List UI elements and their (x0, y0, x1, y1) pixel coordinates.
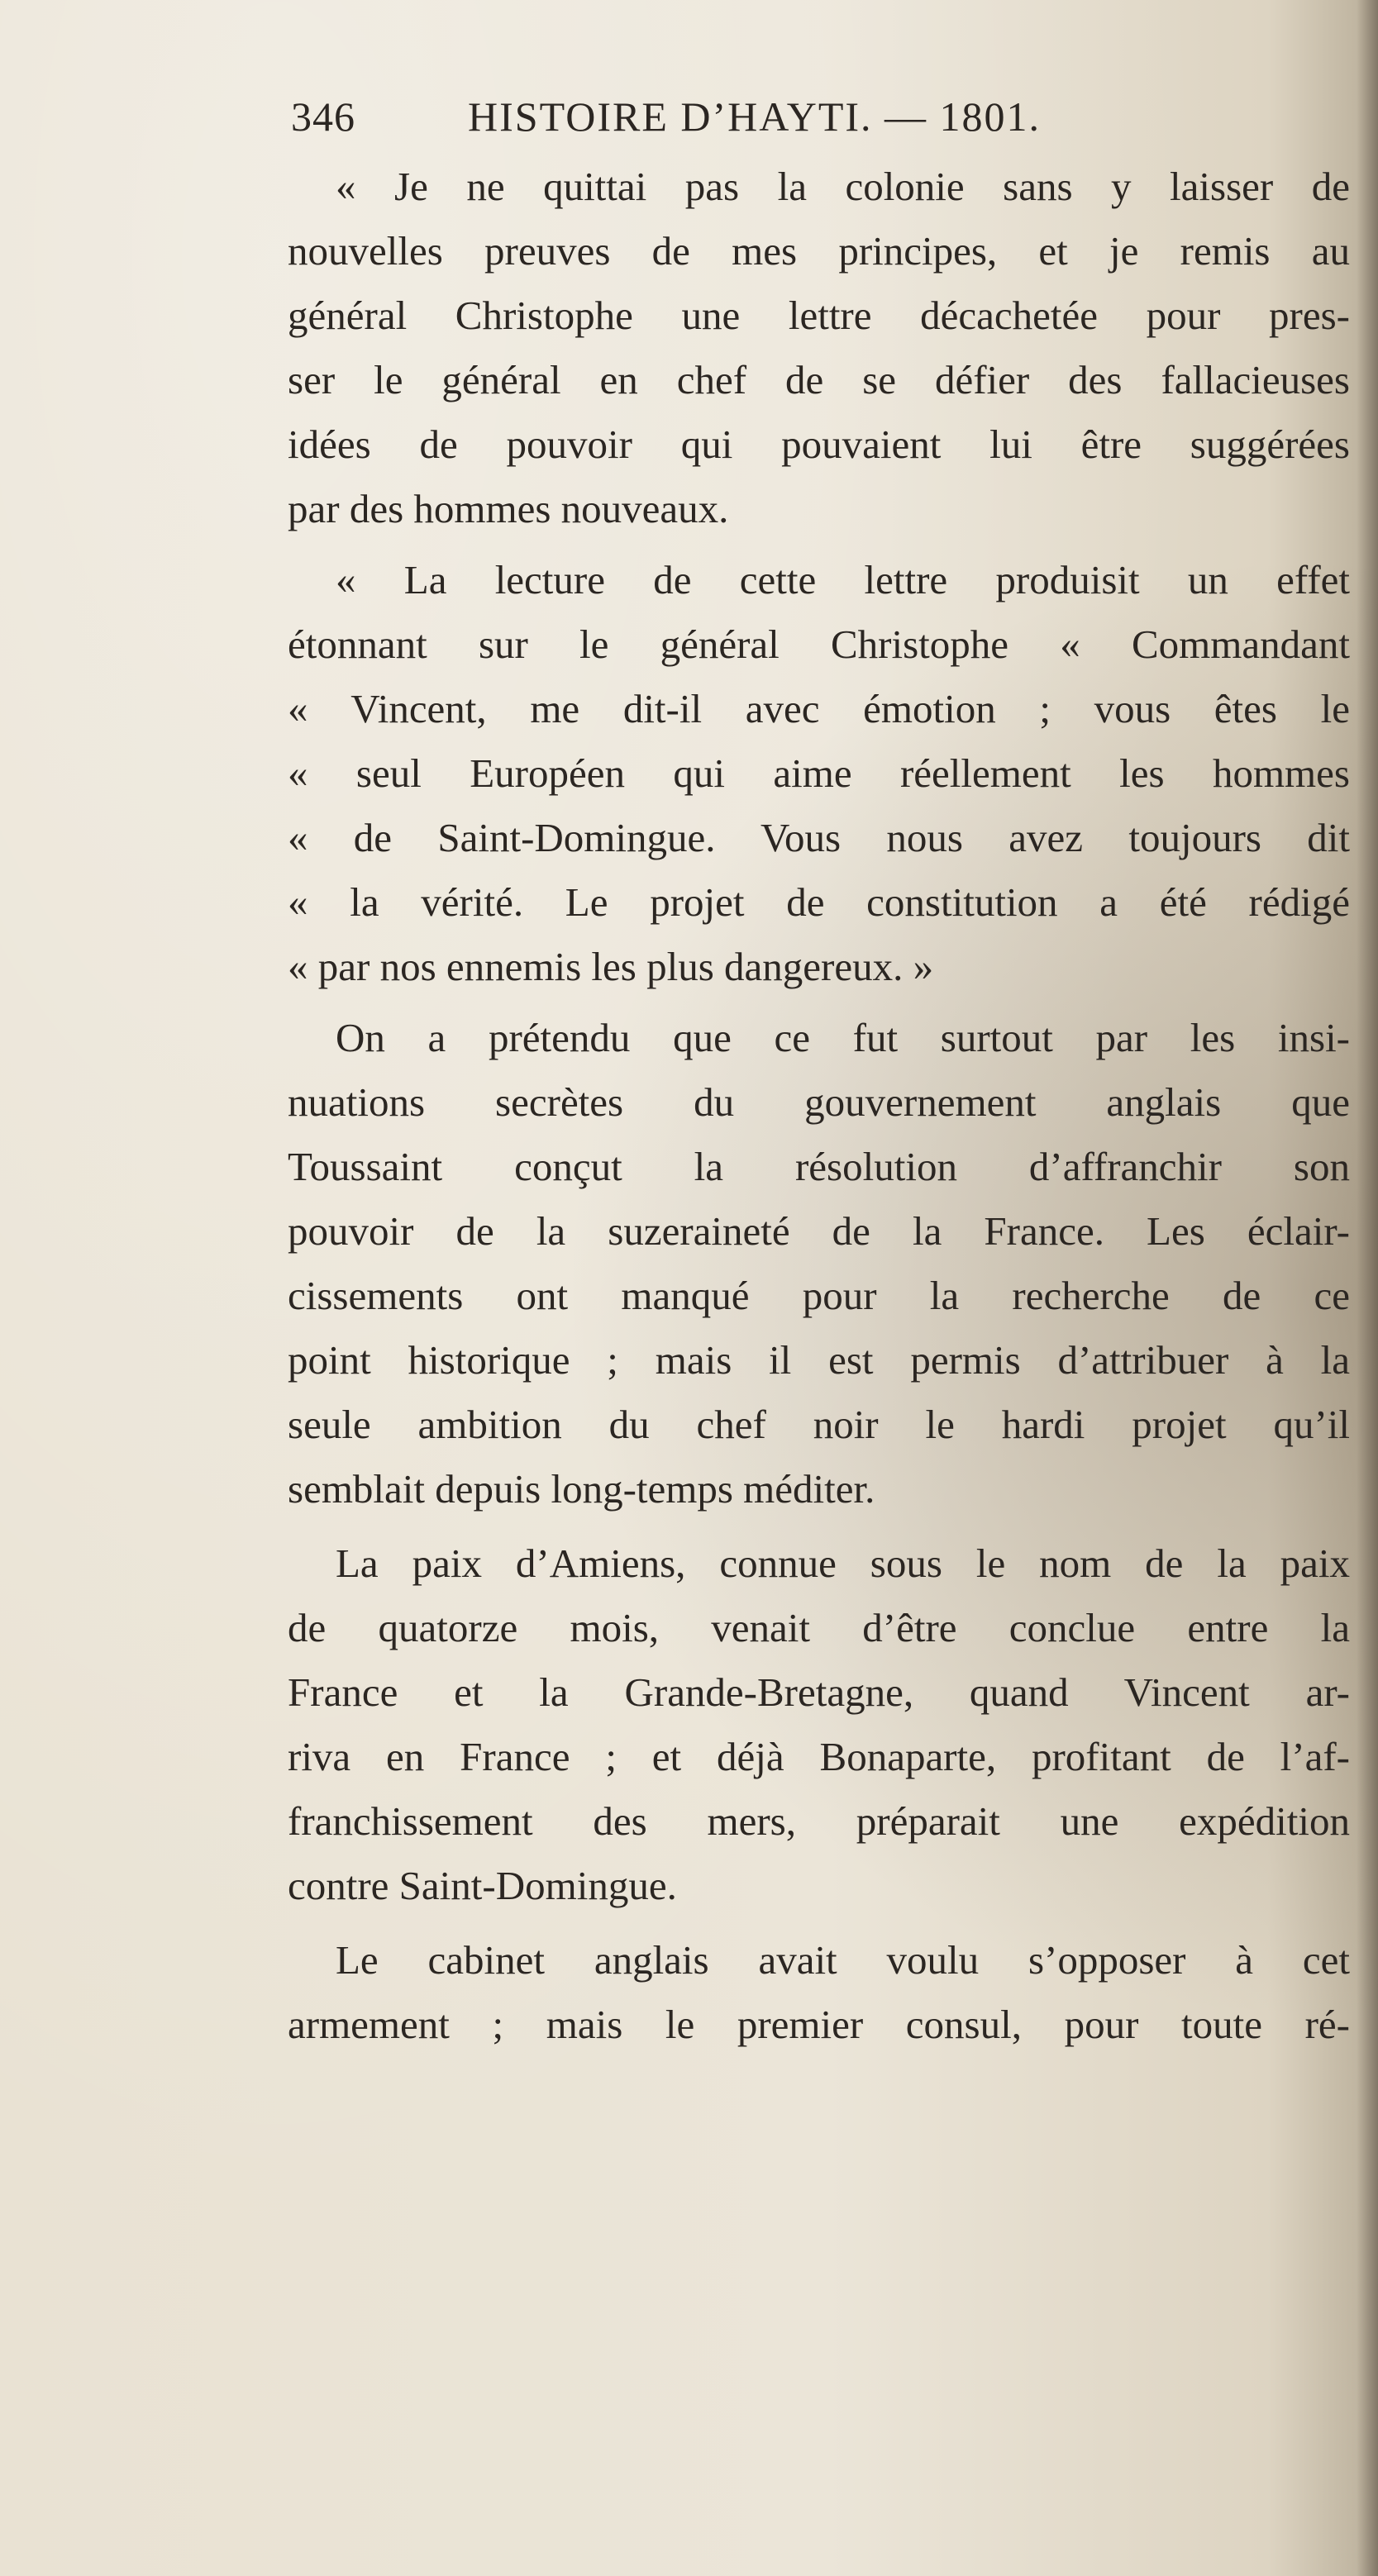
text-line: « la vérité. Le projet de constitution a été rédigé (288, 879, 1350, 925)
text-line: étonnant sur le général Christophe « Commandant (288, 621, 1350, 667)
text-line: « Je ne quittai pas la colonie sans y laisser de (336, 164, 1350, 209)
text-line: semblait depuis long-temps méditer. (288, 1466, 875, 1512)
text-line: ser le général en chef de se défier des fallacieuses (288, 357, 1350, 402)
page-number: 346 (291, 93, 355, 140)
running-head (288, 93, 1350, 155)
paragraph-1 (288, 155, 1350, 541)
text-line: nouvelles preuves de mes principes, et je remis au (288, 228, 1350, 274)
text-line: « La lecture de cette lettre produisit un effet (336, 557, 1350, 602)
text-line: par des hommes nouveaux. (288, 486, 729, 531)
text-line: Le cabinet anglais avait voulu s’opposer à cet (336, 1937, 1350, 1983)
text-line: de quatorze mois, venait d’être conclue entre la (288, 1605, 1350, 1650)
paragraph-2 (288, 548, 1350, 999)
text-line: « seul Européen qui aime réellement les hommes (288, 750, 1350, 796)
text-line: « par nos ennemis les plus dangereux. » (288, 944, 934, 989)
paragraph-3 (288, 1006, 1350, 1521)
text-line: cissements ont manqué pour la recherche de ce (288, 1273, 1350, 1318)
text-line: « Vincent, me dit-il avec émotion ; vous êtes le (288, 686, 1350, 731)
text-line: Toussaint conçut la résolution d’affranchir son (288, 1144, 1350, 1189)
text-line: riva en France ; et déjà Bonaparte, profitant de l’af- (288, 1734, 1350, 1779)
text-line: idées de pouvoir qui pouvaient lui être suggérées (288, 421, 1350, 467)
text-line: armement ; mais le premier consul, pour toute ré- (288, 2002, 1350, 2047)
text-line: point historique ; mais il est permis d’attribuer à la (288, 1337, 1350, 1383)
page-text (288, 93, 1350, 2057)
text-line: France et la Grande-Bretagne, quand Vincent ar- (288, 1669, 1350, 1715)
text-line: contre Saint-Domingue. (288, 1863, 677, 1908)
text-line: franchissement des mers, préparait une expédition (288, 1798, 1350, 1844)
text-line: « de Saint-Domingue. Vous nous avez toujours dit (288, 815, 1350, 860)
text-line: général Christophe une lettre décachetée pour pres- (288, 293, 1350, 338)
text-line: nuations secrètes du gouvernement anglais que (288, 1079, 1350, 1125)
text-line: seule ambition du chef noir le hardi projet qu’il (288, 1402, 1350, 1447)
text-line: pouvoir de la suzeraineté de la France. Les éclair- (288, 1208, 1350, 1254)
text-line: La paix d’Amiens, connue sous le nom de la paix (336, 1540, 1350, 1586)
page-gutter-shadow (1357, 0, 1378, 2576)
text-line: On a prétendu que ce fut surtout par les insi- (336, 1015, 1350, 1060)
running-title: HISTOIRE D’HAYTI. — 1801. (468, 93, 1042, 140)
paragraph-5 (288, 1928, 1350, 2057)
paragraph-4 (288, 1531, 1350, 1918)
